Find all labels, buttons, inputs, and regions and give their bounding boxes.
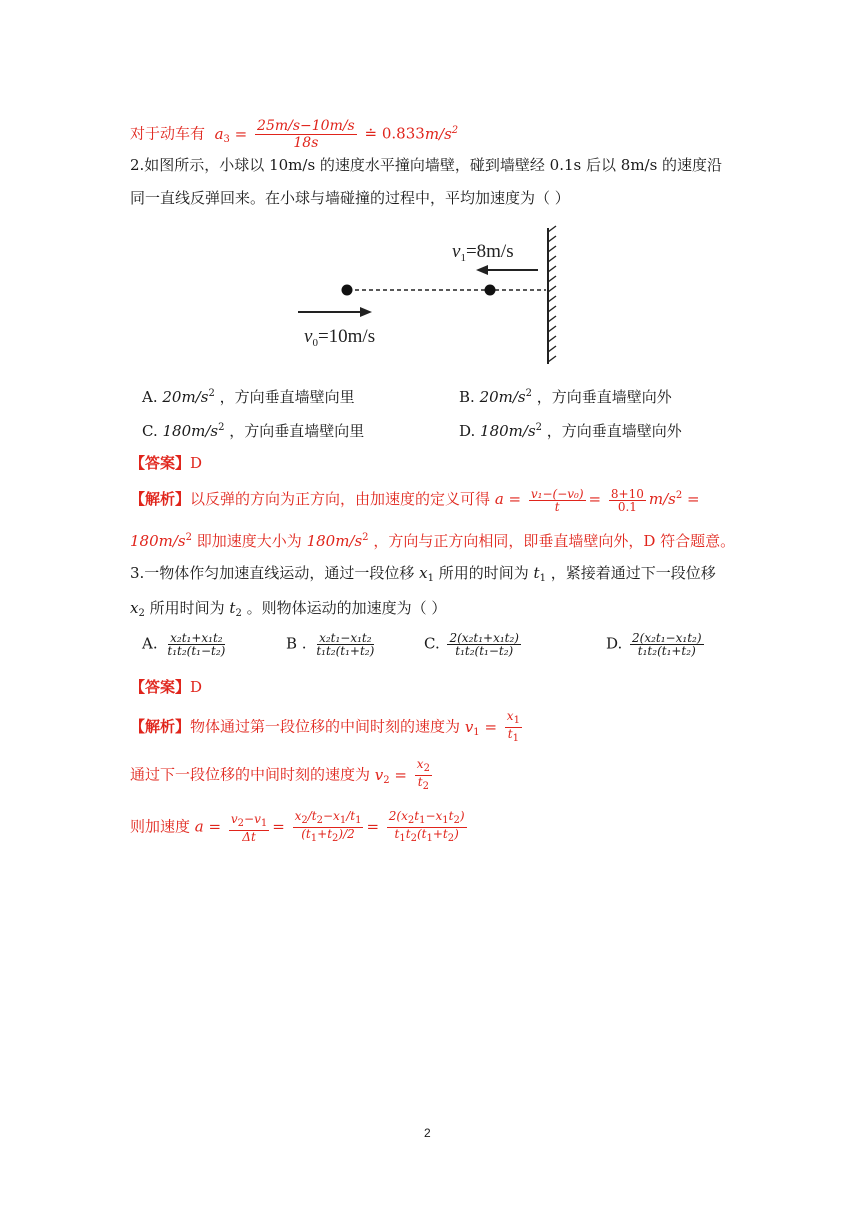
q3-stem-line2: $x_2$ 所用时间为 $t_2$ 。则物体运动的加速度为（ ） [130, 599, 447, 619]
q2-figure [290, 222, 590, 372]
ball-start [342, 285, 353, 296]
q3-analysis-line3: 则加速度 a = $\frac{v_2-v_1}{\Delta t}$ = $\frac{x_2/t_2-x_1/t_1}{(t_1+t_2)/2}$ = $\frac{2(x_2t_1-x_1t_2)}{t_1t_2(t_1+t_2)}$ [130, 809, 465, 844]
q2-analysis-frac2: $\frac{8+10}{0.1}$ [610, 486, 644, 514]
v1-arrowhead [476, 265, 488, 275]
q1-tail-prefix: 对于动车有 [130, 124, 206, 143]
q3-option-c: C. $\frac{\text{2(x₂t₁+x₁t₂)}}{\text{t₁t₂(t₁−t₂)}}$ [424, 631, 519, 658]
q3-analysis-line1: 【解析】物体通过第一段位移的中间时刻的速度为 $v_1$ = $\frac{x_1}{t_1}$ [130, 709, 520, 744]
q3-answer: 【答案】D [130, 678, 203, 696]
v1-label: $v_1=8m/s$ [452, 241, 514, 264]
ball-wall [485, 285, 496, 296]
v0-arrowhead [360, 307, 372, 317]
q2-option-d: D. $180m/s^2$ ，方向垂直墙壁向外 [459, 422, 682, 440]
q2-stem-line1: 2.如图所示，小球以 10m/s 的速度水平撞向墙壁，碰到墙壁经 0.1s 后以 8m/s 的速度沿 [130, 156, 723, 174]
q2-analysis-line2: $180m/s^2$ 即加速度大小为 $180m/s^2$ ，方向与正方向相同，即垂直墙壁向外，D 符合题意。 [130, 532, 736, 550]
q2-analysis-frac1: $\frac{\text{v₁−(−v₀)}}{t}$ [530, 486, 584, 514]
wall-hatching [548, 226, 556, 362]
q1-tail-fraction: $\frac{25m/s-10m/s}{18s}$ [257, 118, 355, 151]
v0-label: $v_0=10m/s$ [304, 326, 376, 349]
q1-tail-lhs: $a_3$ = [214, 124, 248, 145]
q1-tail-approx: ≐ 0.833 [364, 124, 425, 143]
q1-tail-unit: $m/s^2$ [424, 124, 459, 143]
q2-option-b: B. $20m/s^2$ ，方向垂直墙壁向外 [459, 388, 672, 406]
q3-compound-fraction: $\frac{x_2/t_2-x_1/t_1}{(t_1+t_2)/2}$ [294, 809, 362, 844]
q1-tail-line [130, 118, 458, 151]
q3-option-a: A. $\frac{\text{x₂t₁+x₁t₂}}{\text{t₁t₂(t₁−t₂)}}$ [142, 631, 226, 658]
q2-answer: 【答案】D [130, 454, 203, 472]
q3-option-b: B . $\frac{\text{x₂t₁−x₁t₂}}{\text{t₁t₂(t₁+t₂)}}$ [286, 631, 375, 658]
page-number: 2 [424, 1126, 431, 1140]
q2-stem-line2: 同一直线反弹回来。在小球与墙碰撞的过程中，平均加速度为（ ） [130, 189, 570, 207]
q3-option-d: D. $\frac{\text{2(x₂t₁−x₁t₂)}}{\text{t₁t₂(t₁+t₂)}}$ [606, 631, 702, 658]
q2-analysis-line1: 【解析】以反弹的方向为正方向，由加速度的定义可得 a = $\frac{\text{v₁−(−v₀)}}{t}$ = $\frac{8+10}{0.1}$ $m/s^2$ = [130, 486, 700, 514]
q3-stem-line1: 3.一物体作匀加速直线运动，通过一段位移 $x_1$ 所用的时间为 $t_1$ ，紧接着通过下一段位移 [130, 564, 716, 584]
q2-option-a: A. $20m/s^2$ ，方向垂直墙壁向里 [142, 388, 355, 406]
q2-option-c: C. $180m/s^2$ ，方向垂直墙壁向里 [142, 422, 365, 440]
q3-analysis-line2: 通过下一段位移的中间时刻的速度为 $v_2$ = $\frac{x_2}{t_2}$ [130, 757, 430, 792]
